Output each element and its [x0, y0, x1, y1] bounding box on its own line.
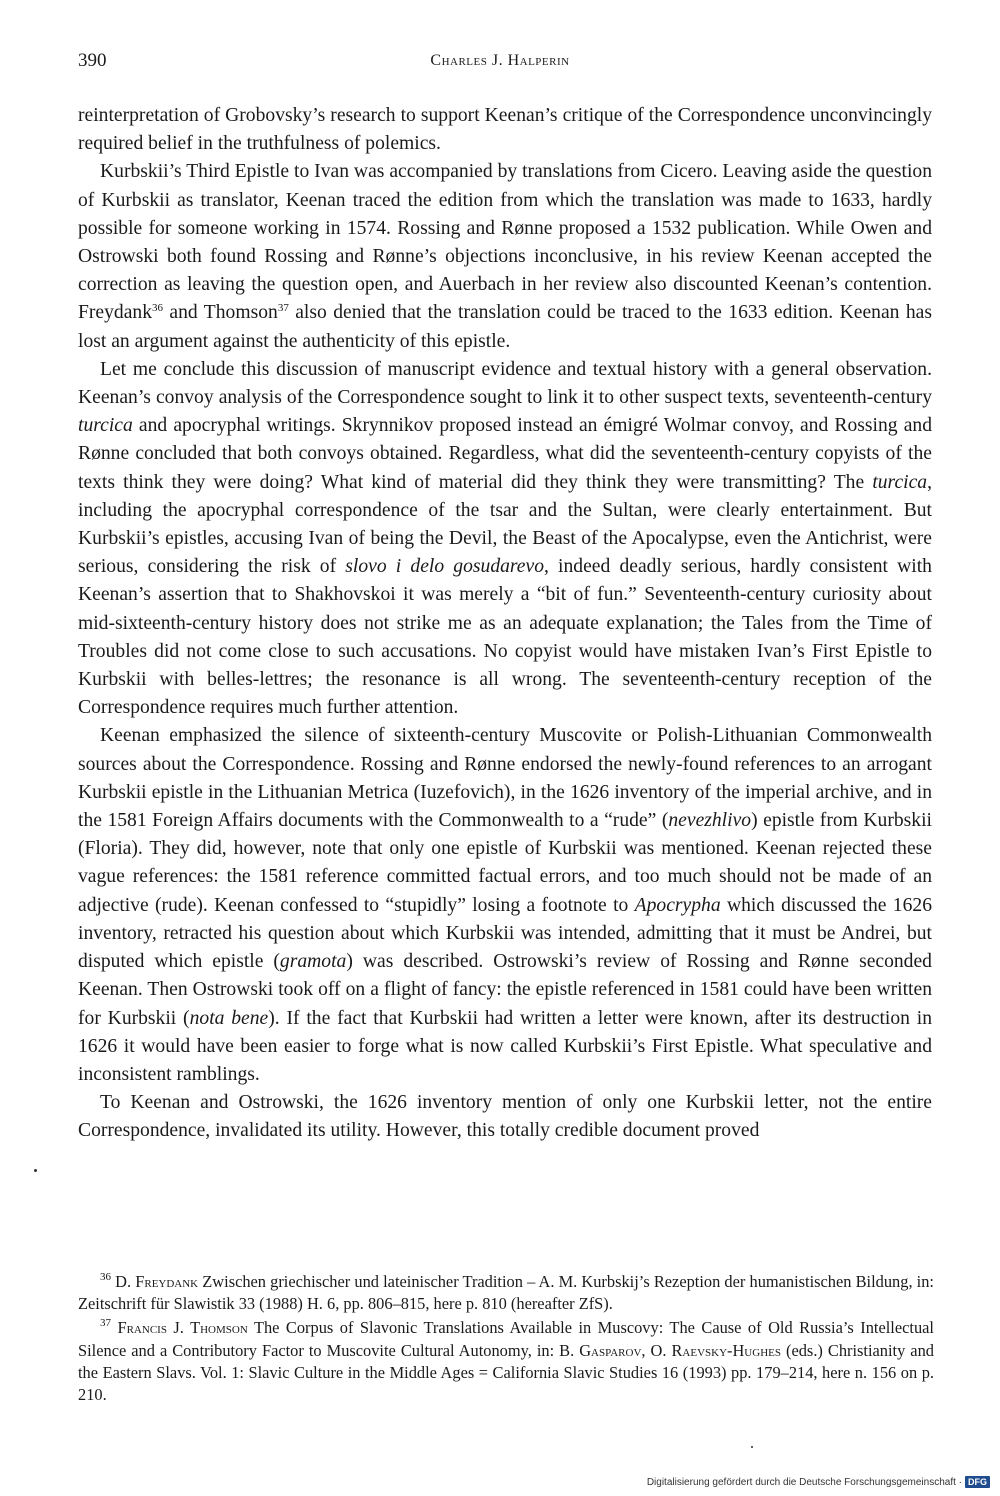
paragraph-3 [78, 722, 932, 1089]
italic-nevezhlivo: nevezhlivo [668, 810, 752, 832]
paragraph-0: reinterpretation of Grobovsky’s research to support Keenan’s critique of the Correspondence unconvincingly required belief in the truthfulness of polemics. [78, 105, 932, 155]
paragraph-2-text-d: , indeed deadly serious, hardly consistent with Keenan’s assertion that to Shakhovskoi it was merely a “bit of fun.” Seventeenth-century curiosity about mid-sixteenth-century history does not strike me as an adequate explanation; the Tales from the Time of Troubles did not come close to such accusations. No copyist would have mistaken Ivan’s First Epistle to Kurbskii with belles-lettres; the resonance is all wrong. The seventeenth-century reception of the Correspondence requires much further attention. [78, 556, 932, 719]
paragraph-3-text-e: ). If the fact that Kurbskii had written a letter were known, after its destruction in 1626 it would have been easier to forge what is now called Kurbskii’s First Epistle. What speculative and inconsistent ramblings. [78, 1007, 932, 1085]
paragraph-3-text-a: Keenan emphasized the silence of sixteenth-century Muscovite or Polish-Lithuanian Commonwealth sources about the Correspondence. Rossing and Rønne endorsed the newly-found references to an arrogant Kurbskii epistle in the Lithuanian Metrica (Iuzefovich), in the 1626 inventory of the imperial archive, and in the 1581 Foreign Affairs documents with the Commonwealth to a “rude” ( [78, 725, 932, 832]
italic-slovo-i-delo: slovo i delo gosudarevo [345, 556, 544, 578]
footnote-36-text: Zwischen griechischer und lateinischer Tradition – A. M. Kurbskij’s Rezeption der humanistischen Bildung, in: Zeitschrift für Slawistik 33 (1988) H. 6, pp. 806–815, here p. 810 (hereafter ZfS). [78, 1272, 934, 1314]
body-text [78, 102, 932, 1146]
page-number: 390 [78, 50, 107, 71]
footnote-ref-36: 36 [152, 302, 164, 315]
italic-apocrypha: Apocrypha [634, 894, 721, 916]
running-head: Charles J. Halperin [430, 52, 570, 69]
scan-speck [34, 1169, 37, 1172]
paragraph-1-text-c: also denied that the translation could be traced to the 1633 edition. Keenan has lost an argument against the authenticity of this epistle. [78, 302, 932, 352]
footnote-37-author: Francis J. Thomson [117, 1318, 248, 1338]
footnotes [78, 1271, 934, 1408]
paragraph-1-text-b: and Thomson [163, 302, 278, 324]
paragraph-3-text-d: ) was described. Ostrowski’s review of Rossing and Rønne seconded Keenan. Then Ostrowski took off on a flight of fancy: the epistle referenced in 1581 could have been written for Kurbskii ( [78, 951, 932, 1029]
footnote-36 [78, 1271, 934, 1315]
footnote-37-text-a: The Corpus of Slavonic Translations Available in Muscovy: The Cause of Old Russia’s Intellectual Silence and a Contributory Factor to Muscovite Cultural Autonomy, in: B. [78, 1318, 934, 1360]
footnote-37-number: 37 [100, 1317, 111, 1330]
paragraph-2-text-c: , including the apocryphal correspondence of the tsar and the Sultan, were clearly entertainment. But Kurbskii’s epistles, accusing Ivan of being the Devil, the Beast of the Apocalypse, even the Antichrist, were serious, considering the risk of [78, 471, 932, 578]
paragraph-3-text-b: ) epistle from Kurbskii (Floria). They did, however, note that only one epistle of Kurbskii was mentioned. Keenan rejected these vague references: the 1581 reference committed factual errors, and too much should not be made of an adjective (rude). Keenan confessed to “stupidly” losing a footnote to [78, 810, 932, 916]
footnote-37 [78, 1317, 934, 1406]
credit-text: Digitalisierung gefördert durch die Deutsche Forschungsgemeinschaft · [646, 1476, 962, 1488]
footnote-36-number: 36 [100, 1271, 111, 1283]
paragraph-2 [78, 356, 932, 723]
footnote-ref-37: 37 [277, 302, 289, 315]
digitization-credit [647, 1476, 990, 1488]
paragraph-1 [78, 158, 932, 355]
italic-gramota: gramota [279, 951, 347, 973]
italic-nota-bene: nota bene [189, 1007, 269, 1029]
dfg-logo: DFG [965, 1476, 990, 1488]
paragraph-2-text-b: and apocryphal writings. Skrynnikov proposed instead an émigré Wolmar convoy, and Rossing and Rønne concluded that both convoys obtained. Regardless, what did the seventeenth-century copyists of the texts think they were doing? What kind of material did they think they were transmitting? The [78, 415, 932, 493]
italic-turcica-2: turcica [872, 471, 928, 493]
footnote-37-editors: Gasparov, O. Raevsky-Hughes [579, 1340, 781, 1360]
italic-turcica: turcica [78, 415, 133, 437]
paragraph-1-text-a: Kurbskii’s Third Epistle to Ivan was accompanied by translations from Cicero. Leaving aside the question of Kurbskii as translator, Keenan traced the edition from which the translation was made to 1633, hardly possible for someone working in 1574. Rossing and Rønne proposed a 1532 publication. While Owen and Ostrowski both found Rossing and Rønne’s objections inconclusive, in his review Keenan accepted the correction as leaving the question open, and Auerbach in her review also discounted Keenan’s contention. Freydank [78, 161, 932, 324]
footnote-36-author: D. Freydank [115, 1272, 199, 1291]
footnote-37-text-b: (eds.) Christianity and the Eastern Slavs. Vol. 1: Slavic Culture in the Middle Ages = California Slavic Studies 16 (1993) pp. 179–214, here n. 156 on p. 210. [78, 1340, 934, 1405]
scan-speck-2 [751, 1446, 753, 1448]
paragraph-4: To Keenan and Ostrowski, the 1626 inventory mention of only one Kurbskii letter, not the entire Correspondence, invalidated its utility. However, this totally credible document proved [78, 1092, 932, 1142]
paragraph-2-text-a: Let me conclude this discussion of manuscript evidence and textual history with a general observation. Keenan’s convoy analysis of the Correspondence sought to link it to other suspect texts, seventeenth-century [78, 358, 932, 409]
paragraph-3-text-c: which discussed the 1626 inventory, retracted his question about which Kurbskii was intended, admitting that it must be Andrei, but disputed which epistle ( [78, 894, 932, 973]
